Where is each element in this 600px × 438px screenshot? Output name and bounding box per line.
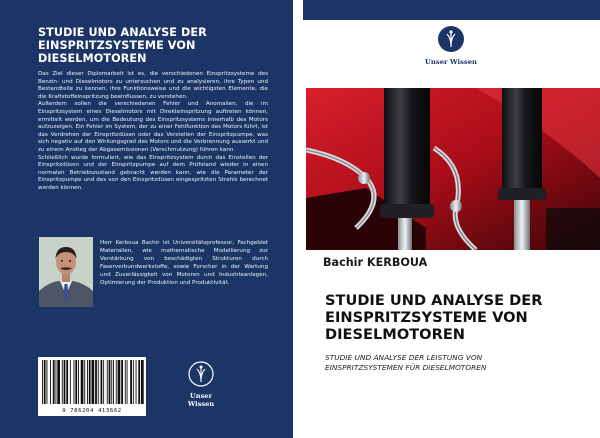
back-publisher-logo bbox=[176, 361, 226, 408]
barcode-bar bbox=[75, 360, 77, 404]
front-top-bar bbox=[303, 0, 600, 20]
back-publisher-name: Unser Wissen bbox=[187, 392, 215, 408]
front-publisher-name: Unser Wissen bbox=[425, 58, 477, 66]
barcode-bars bbox=[38, 357, 146, 407]
barcode-bar bbox=[50, 360, 51, 404]
front-author-name: Bachir KERBOUA bbox=[323, 256, 428, 269]
barcode-bar bbox=[103, 360, 104, 404]
barcode-bar bbox=[127, 360, 128, 404]
barcode-bar bbox=[66, 360, 68, 404]
front-title: STUDIE UND ANALYSE DER EINSPRITZSYSTEME VON DIESELMOTOREN bbox=[325, 292, 543, 343]
spine bbox=[293, 0, 303, 438]
barcode-bar bbox=[138, 360, 140, 404]
barcode-bar bbox=[111, 360, 112, 404]
barcode-bar bbox=[56, 360, 57, 404]
barcode-bar bbox=[44, 360, 46, 404]
barcode-bar bbox=[113, 360, 114, 404]
barcode-bar bbox=[74, 360, 75, 404]
barcode-bar bbox=[78, 360, 79, 404]
front-cover bbox=[303, 0, 600, 438]
barcode-bar bbox=[89, 360, 91, 404]
barcode-bar bbox=[87, 360, 88, 404]
barcode-bar bbox=[81, 360, 84, 404]
barcode-bar bbox=[136, 360, 137, 404]
front-subtitle: STUDIE UND ANALYSE DER LEISTUNG VON EINSPRITZSYSTEMEN FÜR DIESELMOTOREN bbox=[325, 353, 487, 372]
barcode-bar bbox=[47, 360, 48, 404]
barcode-bar bbox=[84, 360, 85, 404]
isbn-digits: 9 786204 413662 bbox=[62, 408, 122, 414]
back-cover bbox=[0, 0, 293, 438]
barcode-bar bbox=[98, 360, 99, 404]
barcode-bar bbox=[116, 360, 117, 404]
barcode-bar bbox=[95, 360, 97, 404]
barcode-bar bbox=[121, 360, 123, 404]
front-publisher-logo bbox=[419, 25, 483, 71]
description-paragraph-1: Das Ziel dieser Diplomarbeit ist es, die verschiedenen Einspritzsysteme des Benzin- und Dieselmotors zu untersuchen und zu analysieren, ihre Typen und Bestandteile zu kennen, ihre Funktionsweise und die wichtigsten Elemente, die die Kraftstoffeinspritzung beeinflussen, zu verstehen. bbox=[38, 71, 268, 100]
barcode-bar bbox=[109, 360, 111, 404]
publisher-emblem-icon bbox=[437, 25, 465, 53]
back-cover-description bbox=[38, 71, 268, 193]
barcode-bar bbox=[125, 360, 126, 404]
barcode bbox=[38, 357, 146, 416]
author-photo bbox=[39, 237, 93, 307]
barcode-bar bbox=[130, 360, 132, 404]
barcode-bar bbox=[92, 360, 95, 404]
barcode-bar bbox=[101, 360, 103, 404]
barcode-bar bbox=[133, 360, 134, 404]
barcode-bar bbox=[70, 360, 71, 404]
cover-photo-engine bbox=[306, 88, 600, 250]
author-bio: Herr Kerboua Bachir ist Universitätsprofessor, Fachgebiet Materialien, wie mathematische Modellierung zur Verstärkung von beschädigten Strukturen durch Faserverbundwerkstoffe, sowie Forscher in der Wartung und Zuverlässigkeit von Motoren und Industrieanlagen, Optimierung der Produktion und Produktivität. bbox=[100, 240, 268, 287]
barcode-bar bbox=[57, 360, 60, 404]
barcode-bar bbox=[53, 360, 55, 404]
description-paragraph-2: Außerdem sollen die verschiedenen Fehler und Anomalien, die im Einspritzsystem eines Dieselmotors mit Direkteinspritzung auftreten können, ermittelt werden, um die Bedeutung des Einspritzsystems innerhalb des Motors aufzuzeigen. Ein Fehler im System, der zu einer Fehlfunktion des Motors führt, ist das Verdrehen der Einspritzdüsen oder das Verstellen der Einspritzpumpe, was sich negativ auf den Wirkungsgrad des Motors und die Verbrennung auswirkt und zu einem Anstieg der Abgasemissionen (Verschmutzung) führen kann. bbox=[38, 101, 268, 153]
barcode-bar bbox=[62, 360, 63, 404]
barcode-bar bbox=[64, 360, 66, 404]
barcode-bar bbox=[107, 360, 108, 404]
description-paragraph-3: Schließlich wurde formuliert, wie das Einspritzsystem durch das Einstellen der Einspritzdüsen und der Einspritzpumpe auf dem Prüfstand wieder in einen normalen Betriebszustand gebracht werden kann, wie die Parameter der Einspritzpumpe und des von den Einspritzdüsen eingespritzten Strahls berechnet werden können. bbox=[38, 154, 268, 191]
back-cover-title: STUDIE UND ANALYSE DER EINSPRITZSYSTEME VON DIESELMOTOREN bbox=[38, 26, 207, 65]
barcode-bar bbox=[141, 360, 144, 404]
barcode-bar bbox=[42, 360, 43, 404]
barcode-bar bbox=[118, 360, 121, 404]
publisher-emblem-icon bbox=[188, 361, 214, 387]
